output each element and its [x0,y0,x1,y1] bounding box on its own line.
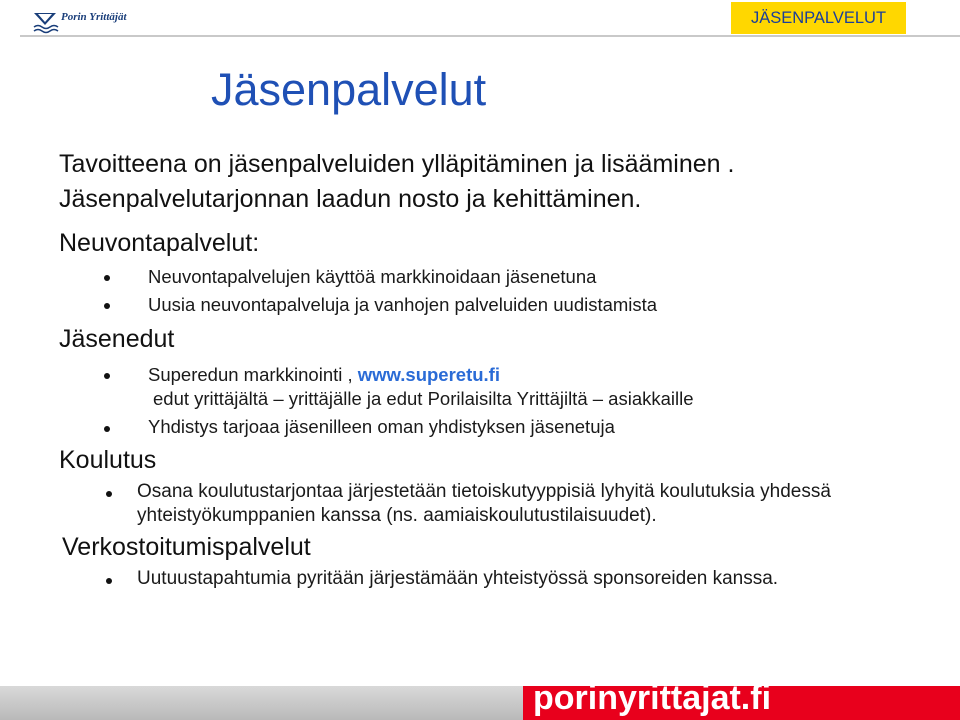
list-item: Yhdistys tarjoaa jäsenilleen oman yhdistyksen jäsenetuja [148,416,615,437]
neuvonta-heading: Neuvontapalvelut: [59,229,260,257]
header-divider [20,35,960,37]
bullet-icon [104,373,110,379]
list-item: Neuvontapalvelujen käyttöä markkinoidaan jäsenetuna [148,266,597,287]
list-item: Uutuustapahtumia pyritään järjestämään yhteistyössä sponsoreiden kanssa. [137,568,779,589]
bullet-icon [104,426,110,432]
page-title: Jäsenpalvelut [211,64,487,115]
logo-text: Porin Yrittäjät [61,11,127,23]
list-item: Uusia neuvontapalveluja ja vanhojen palveluiden uudistamista [148,294,658,315]
koulutus-heading: Koulutus [59,446,157,474]
list-item: Osana koulutustarjontaa järjestetään tietoiskutyyppisiä lyhyitä koulutuksia yhdessä [137,481,831,502]
bullet-icon [104,303,110,309]
superetu-link[interactable]: www.superetu.fi [357,364,500,385]
list-item [148,364,500,386]
bullet-icon [106,491,112,497]
bullet-icon [104,275,110,281]
bullet-icon [106,578,112,584]
footer-band [0,686,523,720]
section-badge: JÄSENPALVELUT [731,2,906,34]
superedun-text: Superedun markkinointi , [148,364,358,385]
verkosto-heading: Verkostoitumispalvelut [62,533,311,561]
footer-url[interactable]: porinyrittajat.fi [533,679,772,717]
intro-line-2: Jäsenpalvelutarjonnan laadun nosto ja kehittäminen. [59,185,642,213]
intro-line-1: Tavoitteena on jäsenpalveluiden ylläpitäminen ja lisääminen . [59,150,735,178]
edut-line: edut yrittäjältä – yrittäjälle ja edut Porilaisilta Yrittäjiltä – asiakkaille [153,388,694,409]
jasenedut-heading: Jäsenedut [59,325,175,353]
list-item-continuation: yhteistyökumppanien kanssa (ns. aamiaiskoulutustilaisuudet). [137,505,657,526]
